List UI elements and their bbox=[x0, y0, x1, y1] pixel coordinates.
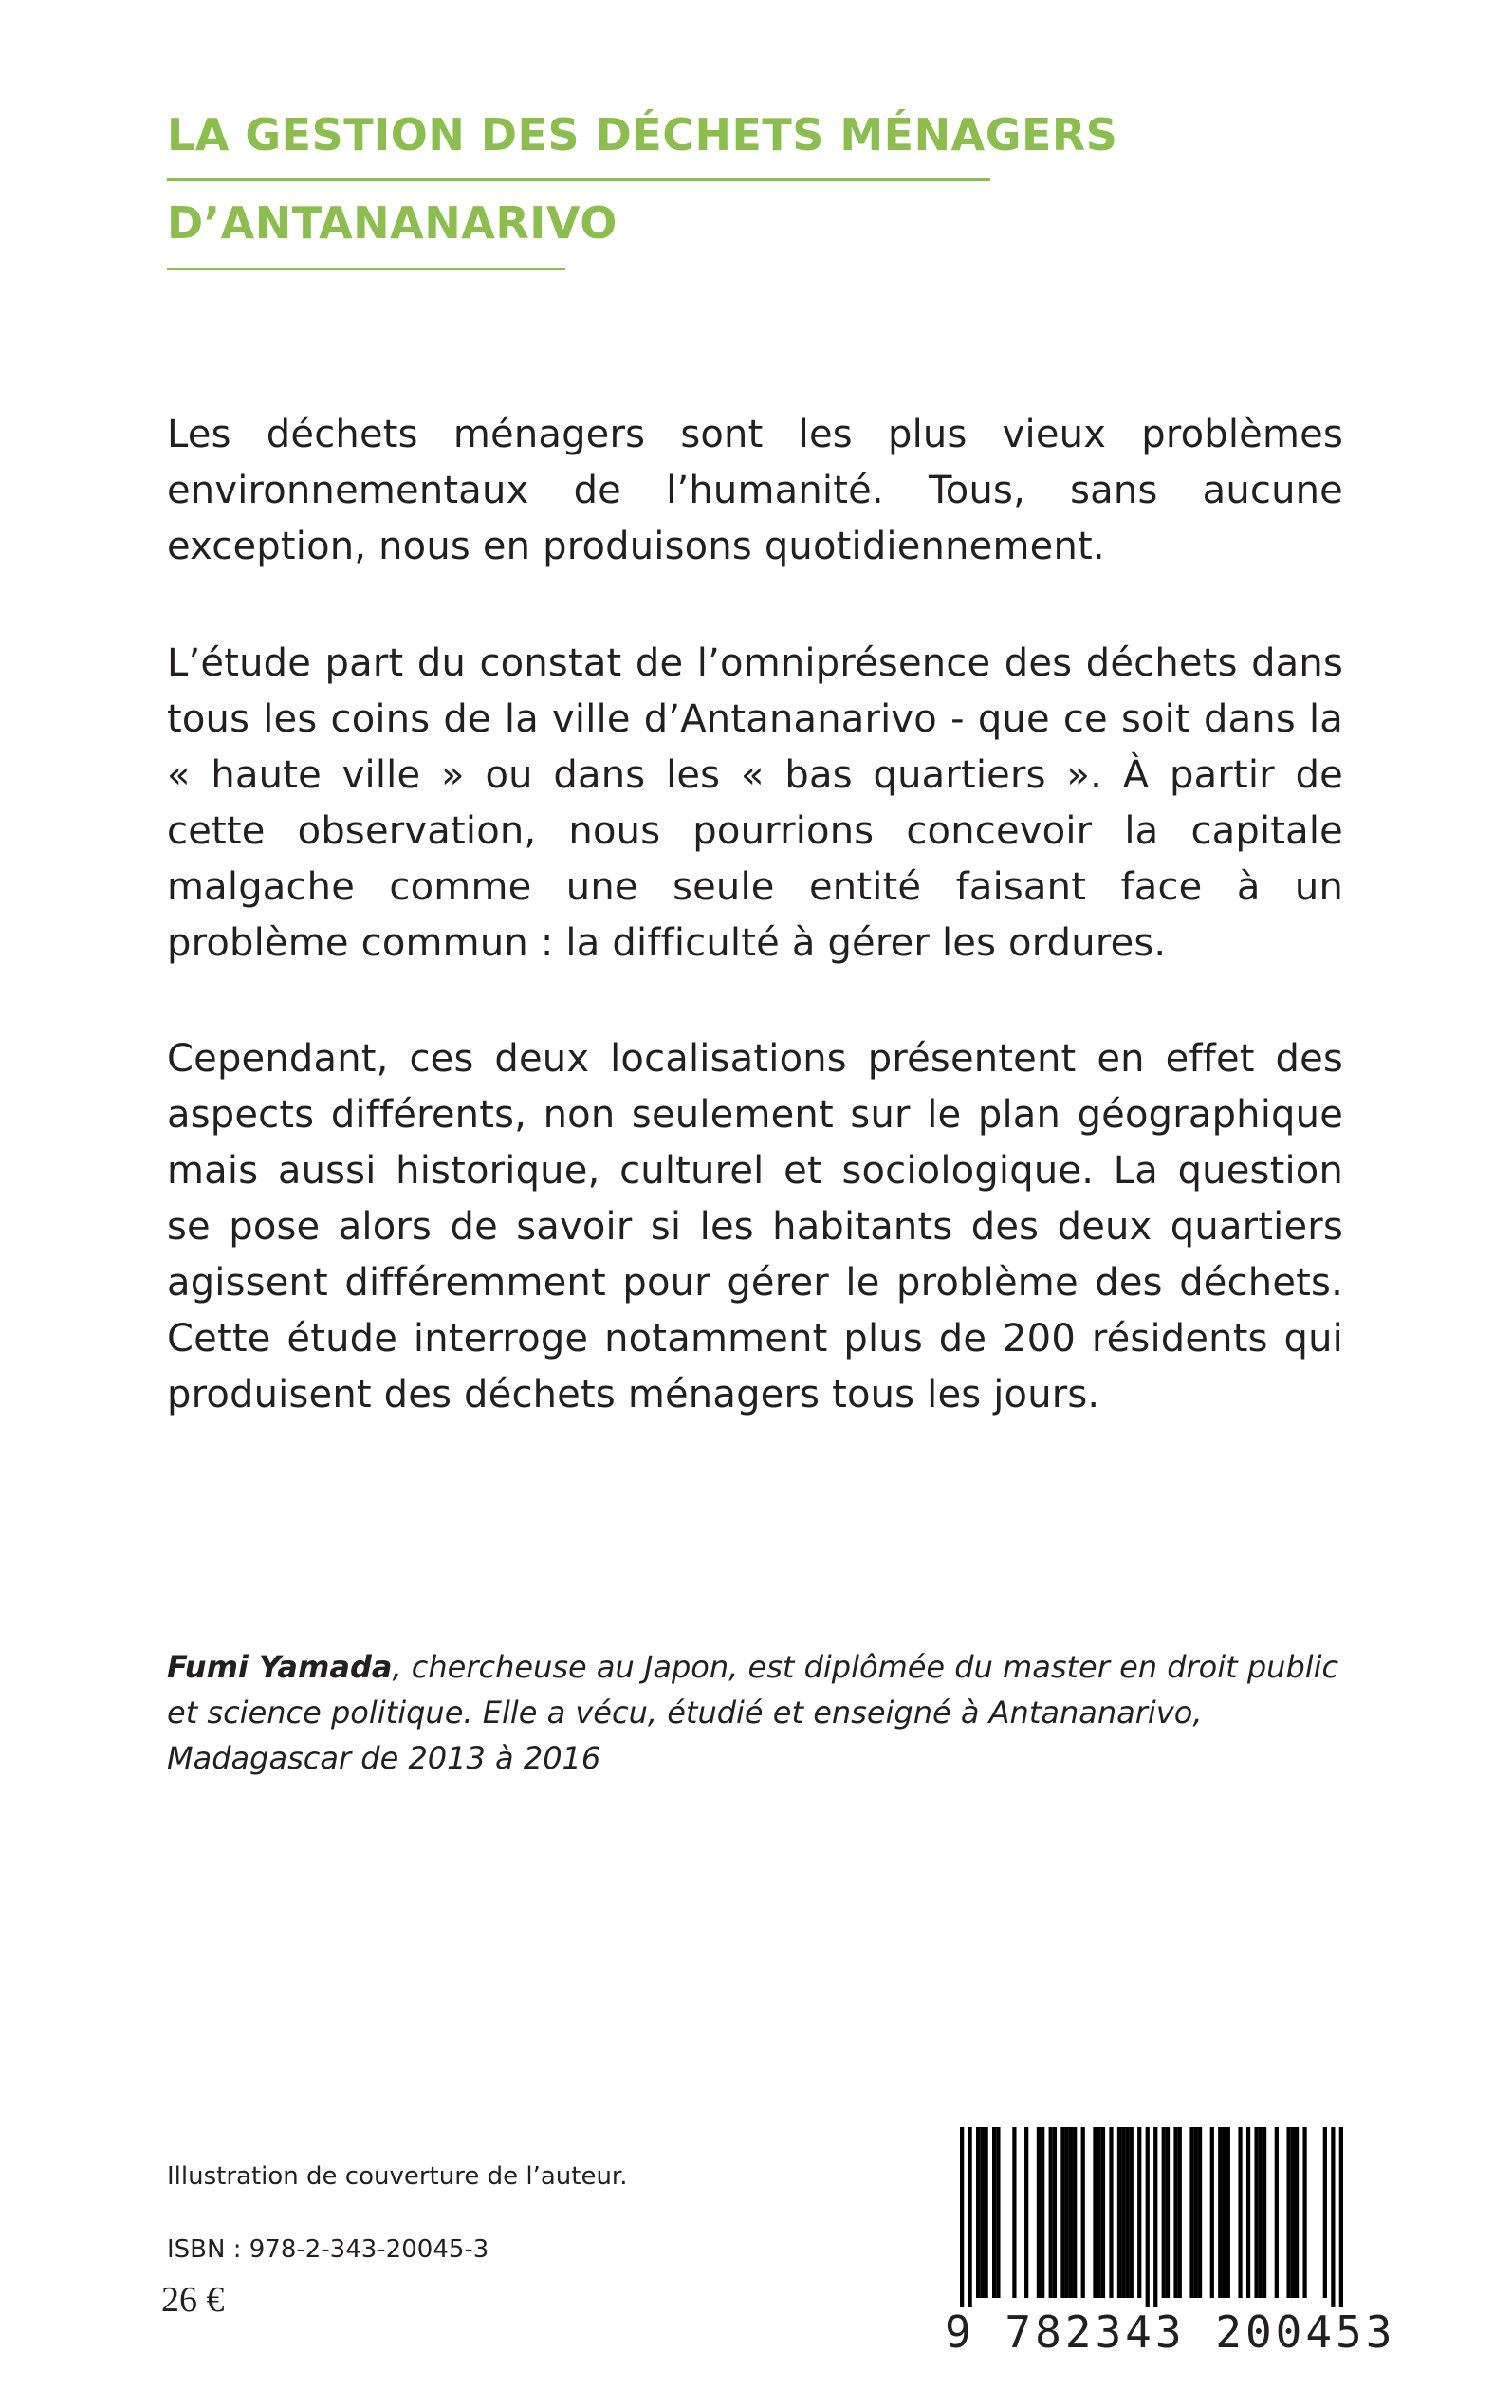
illustration-credit: Illustration de couverture de l’auteur. bbox=[167, 2162, 628, 2191]
author-bio bbox=[167, 1644, 1343, 1781]
paragraph-3: Cependant, ces deux localisations présentent en effet des aspects différents, non seulement sur le plan géographique mais aussi historique, culturel et sociologique. La question se pose alors de savoir si les habitants des deux quartiers agissent différemment pour gérer le problème des déchets. Cette étude interroge notamment plus de 200 résidents qui produisent des déchets ménagers tous les jours. bbox=[167, 1037, 1343, 1417]
barcode-bar bbox=[1073, 2127, 1077, 2298]
barcode-bar bbox=[1286, 2127, 1290, 2298]
barcode-bar bbox=[1178, 2127, 1182, 2298]
barcode-bar bbox=[1060, 2127, 1064, 2298]
author-bio-text: , chercheuse au Japon, est diplômée du master en droit public et science politique. Elle a vécu, étudié et enseigné à Antananarivo, Madagascar de 2013 à 2016 bbox=[167, 1649, 1339, 1776]
barcode-bar bbox=[1323, 2127, 1327, 2298]
barcode-bar bbox=[1275, 2127, 1279, 2298]
barcode-bar bbox=[1037, 2127, 1041, 2298]
barcode-bar bbox=[1222, 2127, 1226, 2298]
barcode-bar bbox=[968, 2127, 972, 2307]
barcode-bar bbox=[1162, 2127, 1166, 2298]
barcode-bar bbox=[976, 2127, 980, 2298]
barcode-bar bbox=[1259, 2127, 1263, 2298]
barcode-bar bbox=[1125, 2127, 1129, 2298]
barcode-bar bbox=[1226, 2127, 1230, 2298]
barcode-bar bbox=[1093, 2127, 1097, 2298]
barcode-bar bbox=[960, 2127, 964, 2307]
barcode-bar bbox=[1189, 2127, 1193, 2298]
barcode-bars bbox=[960, 2127, 1343, 2307]
barcode-bar bbox=[1101, 2127, 1105, 2298]
barcode-bar bbox=[1069, 2127, 1073, 2298]
isbn: ISBN : 978-2-343-20045-3 bbox=[167, 2235, 489, 2264]
barcode-bar bbox=[1210, 2127, 1214, 2298]
barcode-bar bbox=[996, 2127, 1000, 2298]
barcode-bar bbox=[1254, 2127, 1258, 2298]
barcode-bar bbox=[985, 2127, 988, 2298]
barcode-bar bbox=[1331, 2127, 1335, 2307]
title-line-2: D’ANTANANARIVO bbox=[167, 197, 618, 249]
paragraph-1: Les déchets ménagers sont les plus vieux problèmes environnementaux de l’humanité. Tous, sans aucune exception, nous en produisons quotidiennement. bbox=[167, 413, 1343, 568]
barcode-bar bbox=[1246, 2127, 1250, 2298]
barcode-bar bbox=[1291, 2127, 1295, 2298]
barcode-bar bbox=[1218, 2127, 1222, 2298]
barcode-bar bbox=[1130, 2127, 1134, 2298]
barcode-bar bbox=[1049, 2127, 1053, 2298]
barcode-bar bbox=[1263, 2127, 1266, 2298]
barcode-number: 9 782343 200453 bbox=[945, 2306, 1396, 2358]
barcode-bar bbox=[992, 2127, 996, 2298]
title-line-1: LA GESTION DES DÉCHETS MÉNAGERS bbox=[167, 109, 1118, 160]
paragraph-2: L’étude part du constat de l’omniprésence des déchets dans tous les coins de la ville d’Antananarivo - que ce soit dans la « haute ville » ou dans les « bas quartiers ». À partir de cette observation, nous pourrions concevoir la capitale malgache comme une seule entité faisant face à un problème commun : la difficulté à gérer les ordures. bbox=[167, 641, 1343, 965]
title-rule-2 bbox=[167, 268, 565, 270]
author-name: Fumi Yamada bbox=[167, 1649, 393, 1685]
barcode-bar bbox=[1194, 2127, 1198, 2298]
barcode-bar bbox=[1117, 2127, 1121, 2298]
barcode-bar bbox=[1295, 2127, 1299, 2298]
barcode-bar bbox=[1137, 2127, 1141, 2298]
barcode-bar bbox=[1041, 2127, 1044, 2298]
barcode-bar bbox=[1198, 2127, 1202, 2298]
barcode-bar bbox=[1053, 2127, 1057, 2298]
barcode-bar bbox=[980, 2127, 984, 2298]
barcode-bar bbox=[1146, 2127, 1150, 2307]
barcode-bar bbox=[1024, 2127, 1028, 2298]
barcode-bar bbox=[1012, 2127, 1016, 2298]
barcode bbox=[945, 2118, 1396, 2358]
barcode-bar bbox=[1109, 2127, 1113, 2298]
barcode-bar bbox=[1302, 2127, 1306, 2298]
barcode-bar bbox=[1166, 2127, 1170, 2298]
barcode-bar bbox=[1121, 2127, 1125, 2298]
barcode-bar bbox=[1173, 2127, 1177, 2298]
title-rule-1 bbox=[167, 178, 990, 181]
barcode-bar bbox=[1097, 2127, 1101, 2298]
barcode-bar bbox=[1238, 2127, 1242, 2298]
barcode-bar bbox=[1153, 2127, 1157, 2307]
barcode-bar bbox=[1065, 2127, 1069, 2298]
price: 26 € bbox=[161, 2280, 225, 2320]
barcode-bar bbox=[1339, 2127, 1343, 2307]
barcode-bar bbox=[1081, 2127, 1085, 2298]
